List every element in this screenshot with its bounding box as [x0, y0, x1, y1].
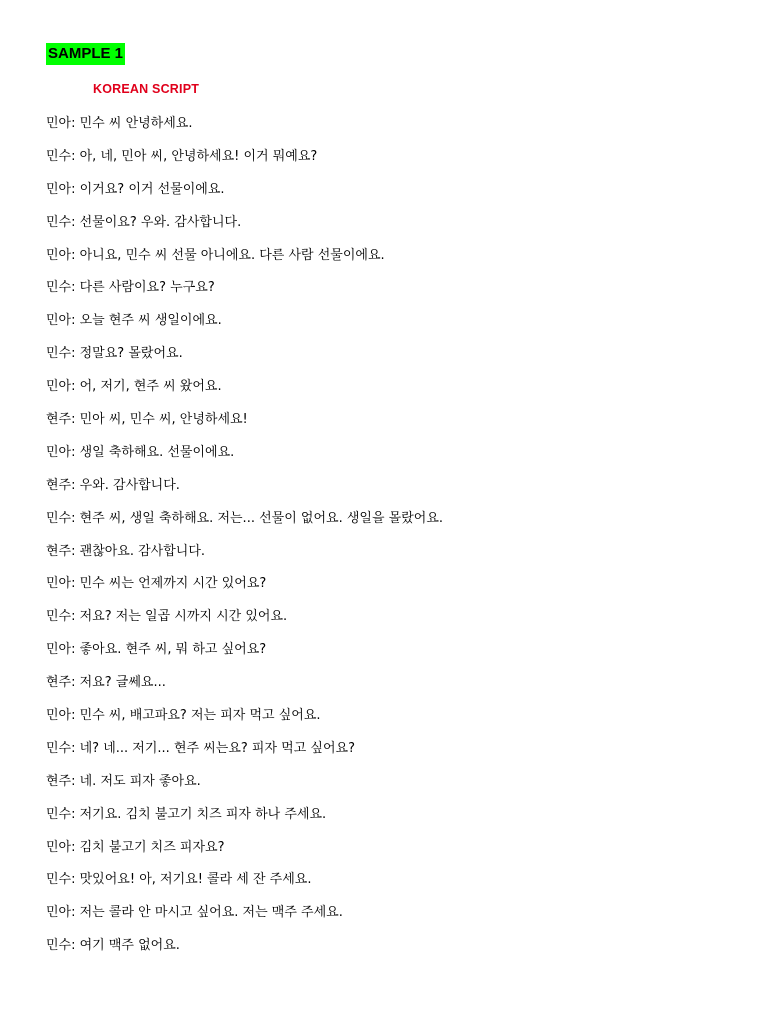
dialogue-line: 민수: 정말요? 몰랐어요. [46, 346, 183, 362]
dialogue-list [46, 113, 443, 968]
dialogue-line: 민수: 선물이요? 우와. 감사합니다. [46, 214, 242, 230]
dialogue-line: 현주: 민아 씨, 민수 씨, 안녕하세요! [46, 412, 248, 428]
dialogue-line: 민아: 생일 축하해요. 선물이에요. [46, 444, 235, 460]
dialogue-line: 민아: 이거요? 이거 선물이에요. [46, 181, 225, 197]
dialogue-line: 민아: 아니요, 민수 씨 선물 아니에요. 다른 사람 선물이에요. [46, 247, 385, 263]
dialogue-line: 민아: 김치 불고기 치즈 피자요? [46, 839, 225, 855]
dialogue-line: 민수: 저요? 저는 일곱 시까지 시간 있어요. [46, 609, 288, 625]
dialogue-line: 현주: 저요? 글쎄요... [46, 675, 166, 691]
dialogue-line: 민수: 여기 맥주 없어요. [46, 938, 180, 954]
dialogue-line: 현주: 괜찮아요. 감사합니다. [46, 543, 206, 559]
script-heading: KOREAN SCRIPT [93, 82, 200, 96]
dialogue-line: 민아: 어, 저기, 현주 씨 왔어요. [46, 379, 222, 395]
dialogue-line: 민아: 민수 씨는 언제까지 시간 있어요? [46, 576, 267, 592]
dialogue-line: 민아: 좋아요. 현주 씨, 뭐 하고 싶어요? [46, 642, 267, 658]
dialogue-line: 민아: 민수 씨, 배고파요? 저는 피자 먹고 싶어요. [46, 708, 321, 724]
dialogue-line: 민수: 저기요. 김치 불고기 치즈 피자 하나 주세요. [46, 806, 327, 822]
dialogue-line: 현주: 우와. 감사합니다. [46, 477, 180, 493]
dialogue-line: 민수: 다른 사람이요? 누구요? [46, 280, 215, 296]
dialogue-line: 민수: 현주 씨, 생일 축하해요. 저는... 선물이 없어요. 생일을 몰랐어요. [46, 510, 444, 526]
dialogue-line: 현주: 네. 저도 피자 좋아요. [46, 773, 201, 789]
dialogue-line: 민아: 오늘 현주 씨 생일이에요. [46, 313, 222, 329]
dialogue-line: 민아: 민수 씨 안녕하세요. [46, 116, 193, 131]
dialogue-line: 민수: 아, 네, 민아 씨, 안녕하세요! 이거 뭐예요? [46, 148, 318, 164]
dialogue-line: 민아: 저는 콜라 안 마시고 싶어요. 저는 맥주 주세요. [46, 905, 343, 921]
dialogue-line: 민수: 네? 네... 저기... 현주 씨는요? 피자 먹고 싶어요? [46, 740, 355, 756]
sample-label: SAMPLE 1 [46, 43, 125, 65]
dialogue-line: 민수: 맛있어요! 아, 저기요! 콜라 세 잔 주세요. [46, 872, 312, 888]
